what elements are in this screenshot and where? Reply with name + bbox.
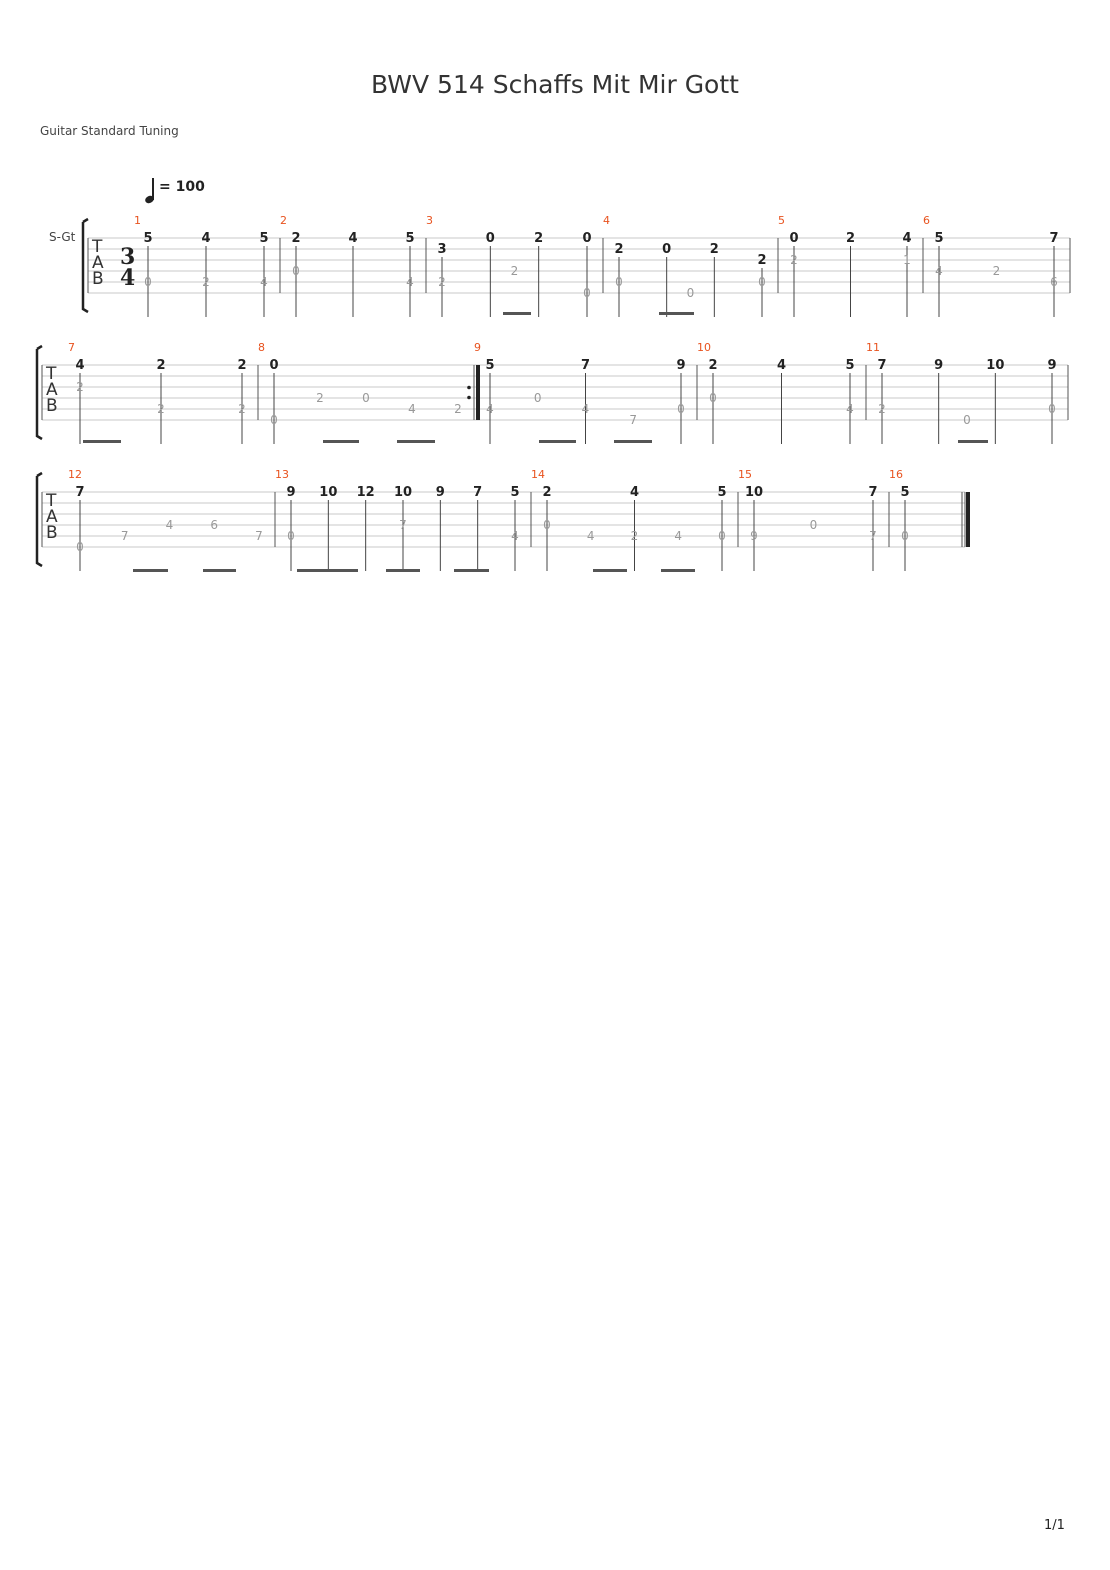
upper-fret-number: 5 [259, 231, 269, 246]
upper-fret-number: 2 [708, 358, 718, 373]
upper-fret-number: 9 [286, 485, 296, 500]
lower-fret-number: 0 [963, 413, 971, 427]
lower-fret-number: 0 [615, 275, 623, 289]
upper-fret-number: 3 [437, 242, 447, 257]
measure-number: 2 [280, 214, 287, 227]
lower-fret-number: 0 [270, 413, 278, 427]
upper-fret-number: 2 [291, 231, 301, 246]
note-beam [661, 569, 695, 572]
lower-fret-number: 6 [1050, 275, 1058, 289]
measure-number: 10 [697, 341, 711, 354]
lower-fret-number: 0 [292, 264, 300, 278]
upper-fret-number: 7 [1049, 231, 1059, 246]
tab-clef-letter: T [46, 364, 57, 384]
measure-number: 6 [923, 214, 930, 227]
measure-number: 12 [68, 468, 82, 481]
note-beam [659, 312, 694, 315]
lower-fret-number: 2 [510, 264, 519, 278]
time-signature-numerator: 3 [120, 244, 136, 270]
lower-fret-number: 4 [674, 529, 683, 543]
lower-fret-number: 4 [406, 275, 414, 289]
lower-fret-number: 7 [629, 413, 638, 427]
lower-fret-number: 0 [809, 518, 818, 532]
upper-fret-number: 10 [393, 485, 413, 500]
lower-fret-number: 0 [758, 275, 766, 289]
upper-fret-number: 7 [877, 358, 887, 373]
upper-fret-number: 7 [75, 485, 85, 500]
upper-fret-number: 2 [156, 358, 166, 373]
lower-fret-number: 4 [586, 529, 595, 543]
lower-fret-number: 4 [165, 518, 174, 532]
measure-number: 3 [426, 214, 433, 227]
upper-fret-number: 7 [473, 485, 483, 500]
measure-number: 1 [134, 214, 141, 227]
upper-fret-number: 5 [845, 358, 855, 373]
upper-fret-number: 4 [902, 231, 912, 246]
tab-clef-letter: A [46, 507, 58, 527]
note-beam [297, 569, 358, 572]
lower-fret-number: 2 [316, 391, 324, 405]
lower-fret-number: 4 [486, 402, 494, 416]
lower-fret-number: 1 [903, 253, 911, 267]
final-barline [966, 492, 970, 547]
upper-fret-number: 7 [868, 485, 878, 500]
lower-fret-number: 0 [533, 391, 542, 405]
upper-fret-number: 5 [485, 358, 495, 373]
tab-clef-letter: B [92, 269, 104, 289]
upper-fret-number: 10 [319, 485, 338, 500]
note-beam [386, 569, 420, 572]
song-title: BWV 514 Schaffs Mit Mir Gott [371, 70, 739, 99]
upper-fret-number: 2 [614, 242, 624, 257]
upper-fret-number: 0 [582, 231, 592, 246]
tab-clef-letter: T [92, 237, 103, 257]
upper-fret-number: 5 [717, 485, 727, 500]
lower-fret-number: 0 [583, 286, 591, 300]
lower-fret-number: 7 [255, 529, 263, 543]
lower-fret-number: 0 [677, 402, 685, 416]
upper-fret-number: 2 [534, 231, 544, 246]
upper-fret-number: 4 [629, 485, 640, 500]
note-beam [614, 440, 652, 443]
upper-fret-number: 2 [709, 242, 719, 257]
lower-fret-number: 2 [438, 275, 446, 289]
upper-fret-number: 5 [143, 231, 153, 246]
lower-fret-number: 0 [144, 275, 152, 289]
lower-fret-number: 2 [238, 402, 246, 416]
lower-fret-number: 0 [76, 540, 84, 554]
tablature-score [0, 0, 1110, 620]
lower-fret-number: 2 [992, 264, 1001, 278]
upper-fret-number: 7 [580, 358, 591, 373]
repeat-dot [467, 386, 471, 390]
upper-fret-number: 10 [744, 485, 764, 500]
lower-fret-number: 2 [76, 380, 84, 394]
lower-fret-number: 7 [120, 529, 129, 543]
lower-fret-number: 2 [790, 253, 798, 267]
lower-fret-number: 0 [362, 391, 370, 405]
tab-clef-letter: T [46, 491, 57, 511]
measure-number: 16 [889, 468, 903, 481]
lower-fret-number: 4 [935, 264, 943, 278]
upper-fret-number: 10 [986, 358, 1005, 373]
measure-number: 11 [866, 341, 880, 354]
upper-fret-number: 5 [934, 231, 944, 246]
page-number: 1/1 [1044, 1518, 1065, 1533]
note-beam [503, 312, 531, 315]
repeat-barline [476, 365, 480, 420]
measure-number: 5 [778, 214, 785, 227]
note-beam [454, 569, 489, 572]
lower-fret-number: 0 [543, 518, 551, 532]
lower-fret-number: 7 [869, 529, 877, 543]
note-beam [133, 569, 168, 572]
system-bracket [37, 346, 42, 439]
lower-fret-number: 0 [686, 286, 695, 300]
measure-number: 14 [531, 468, 545, 481]
upper-fret-number: 5 [405, 231, 415, 246]
lower-fret-number: 4 [511, 529, 519, 543]
upper-fret-number: 0 [269, 358, 279, 373]
tab-clef-letter: B [46, 523, 58, 543]
upper-fret-number: 9 [435, 485, 445, 500]
lower-fret-number: 2 [454, 402, 462, 416]
note-beam [539, 440, 576, 443]
upper-fret-number: 2 [845, 231, 856, 246]
measure-number: 9 [474, 341, 481, 354]
upper-fret-number: 4 [201, 231, 211, 246]
measure-number: 7 [68, 341, 75, 354]
lower-fret-number: 4 [408, 402, 416, 416]
measure-number: 4 [603, 214, 610, 227]
tab-clef-letter: B [46, 396, 58, 416]
upper-fret-number: 12 [356, 485, 375, 500]
lower-fret-number: 0 [901, 529, 909, 543]
upper-fret-number: 4 [75, 358, 85, 373]
tab-clef-letter: A [92, 253, 104, 273]
lower-fret-number: 4 [581, 402, 590, 416]
measure-number: 8 [258, 341, 265, 354]
lower-fret-number: 2 [157, 402, 165, 416]
upper-fret-number: 2 [542, 485, 552, 500]
lower-fret-number: 4 [260, 275, 268, 289]
note-beam [593, 569, 627, 572]
upper-fret-number: 0 [662, 242, 672, 257]
lower-fret-number: 2 [202, 275, 210, 289]
upper-fret-number: 4 [348, 231, 358, 246]
time-signature-denominator: 4 [120, 265, 136, 291]
lower-fret-number: 0 [718, 529, 726, 543]
upper-fret-number: 9 [1047, 358, 1057, 373]
upper-fret-number: 0 [485, 231, 495, 246]
lower-fret-number: 4 [846, 402, 854, 416]
lower-fret-number: 2 [878, 402, 886, 416]
upper-fret-number: 5 [900, 485, 910, 500]
lower-fret-number: 2 [630, 529, 639, 543]
tuning-label: Guitar Standard Tuning [40, 124, 179, 138]
repeat-dot [467, 396, 471, 400]
note-beam [83, 440, 121, 443]
note-beam [203, 569, 236, 572]
lower-fret-number: 9 [750, 529, 758, 543]
system-bracket [37, 473, 42, 566]
upper-fret-number: 0 [789, 231, 799, 246]
tempo-text: = 100 [159, 179, 205, 195]
lower-fret-number: 0 [709, 391, 717, 405]
upper-fret-number: 2 [237, 358, 247, 373]
lower-fret-number: 7 [399, 518, 407, 532]
upper-fret-number: 5 [510, 485, 520, 500]
lower-fret-number: 0 [1048, 402, 1056, 416]
note-beam [397, 440, 435, 443]
lower-fret-number: 6 [210, 518, 219, 532]
measure-number: 15 [738, 468, 752, 481]
upper-fret-number: 9 [676, 358, 686, 373]
note-beam [958, 440, 988, 443]
lower-fret-number: 0 [287, 529, 295, 543]
tab-clef-letter: A [46, 380, 58, 400]
measure-number: 13 [275, 468, 289, 481]
system-bracket [83, 219, 88, 312]
upper-fret-number: 9 [934, 358, 944, 373]
track-name: S-Gt [49, 230, 76, 244]
note-beam [323, 440, 359, 443]
upper-fret-number: 4 [776, 358, 787, 373]
upper-fret-number: 2 [757, 253, 767, 268]
